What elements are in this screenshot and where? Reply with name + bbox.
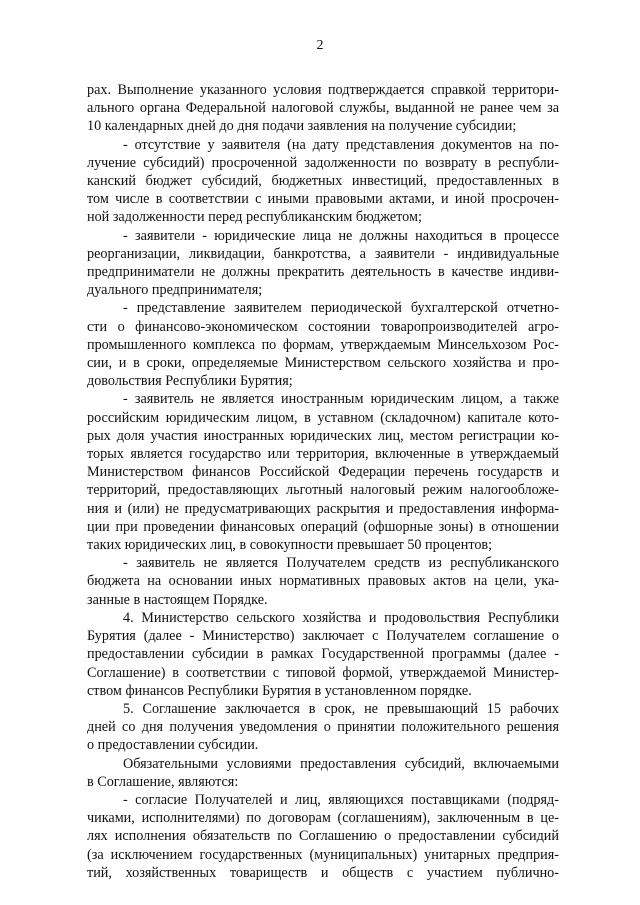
text-line: чиками, исполнителями) по договорам (соглашениям), заключенным в це- <box>87 810 559 827</box>
text-line: - отсутствие у заявителя (на дату представления документов на по- <box>123 136 559 153</box>
text-line: 4. Министерство сельского хозяйства и продовольствия Республики <box>123 609 559 626</box>
text-line: - согласие Получателей и лиц, являющихся поставщиками (подряд- <box>123 791 559 808</box>
text-line: Бурятия (далее - Министерство) заключает с Получателем соглашение о <box>87 628 559 645</box>
text-line: о предоставлении субсидии. <box>87 737 259 754</box>
page-number: 2 <box>316 38 324 53</box>
text-line: в Соглашение, являются: <box>87 773 239 790</box>
text-line: рых доля участия иностранных юридических лиц, местом регистрации ко- <box>87 427 559 444</box>
text-line: территорий, предоставляющих льготный налоговый режим налогообложе- <box>87 482 559 499</box>
text-line: бюджета на основании иных нормативных правовых актов на цели, ука- <box>87 573 559 590</box>
text-line: таких юридических лиц, в совокупности превышает 50 процентов; <box>87 537 493 554</box>
text-line: сти о финансово-экономическом состоянии товаропроизводителей агро- <box>87 318 559 335</box>
text-line: дуального предпринимателя; <box>87 282 263 299</box>
text-line: канский бюджет субсидий, бюджетных инвестиций, предоставленных в <box>87 173 559 190</box>
text-line: ния и (или) не предусматривающих раскрытия и предоставления информа- <box>87 500 559 517</box>
text-line: торых является государство или территория, включенные в утверждаемый <box>87 446 559 463</box>
text-line: том числе в соответствии с иными правовыми актами, и иной просрочен- <box>87 191 559 208</box>
text-line: предприниматели не должны прекратить деятельность в качестве индиви- <box>87 264 559 281</box>
text-line: лях исполнения обязательств по Соглашению о предоставлении субсидий <box>87 828 559 845</box>
text-line: промышленного комплекса по формам, утверждаемым Минсельхозом Рос- <box>87 336 559 353</box>
text-line: ального органа Федеральной налоговой службы, выданной не ранее чем за <box>87 100 559 117</box>
text-line: тий, хозяйственных товариществ и обществ с участием публично- <box>87 864 559 881</box>
text-line: сии, и в сроки, определяемые Министерством сельского хозяйства и про- <box>87 355 559 372</box>
text-line: Соглашение) в соответствии с типовой формой, утверждаемой Министер- <box>87 664 559 681</box>
document-body <box>87 81 559 882</box>
text-line: (за исключением государственных (муниципальных) унитарных предприя- <box>87 846 559 863</box>
text-line: - представление заявителем периодической бухгалтерской отчетно- <box>123 300 559 317</box>
text-line: дней со дня получения уведомления о принятии положительного решения <box>87 719 559 736</box>
text-line: реорганизации, ликвидации, банкротства, а заявители - индивидуальные <box>87 245 559 262</box>
text-line: довольствия Республики Бурятия; <box>87 373 293 390</box>
text-line: предоставлении субсидии в рамках Государственной программы (далее - <box>87 646 559 663</box>
text-line: лучение субсидий) просроченной задолженности по возврату в республи- <box>87 154 559 171</box>
text-line: - заявитель не является иностранным юридическим лицом, а также <box>123 391 559 408</box>
text-line: ной задолженности перед республиканским бюджетом; <box>87 209 422 226</box>
text-line: рах. Выполнение указанного условия подтверждается справкой территори- <box>87 82 559 98</box>
text-line: Министерством финансов Российской Федерации перечень государств и <box>87 464 559 481</box>
text-line: - заявитель не является Получателем средств из республиканского <box>123 555 559 572</box>
text-line: занные в настоящем Порядке. <box>87 591 268 608</box>
text-line: ством финансов Республики Бурятия в установленном порядке. <box>87 682 472 699</box>
text-line: Обязательными условиями предоставления субсидий, включаемыми <box>123 755 559 772</box>
text-line: российским юридическим лицом, в уставном (складочном) капитале кото- <box>87 409 559 426</box>
text-line: 5. Соглашение заключается в срок, не превышающий 15 рабочих <box>123 700 559 717</box>
text-line: 10 календарных дней до дня подачи заявления на получение субсидии; <box>87 118 517 135</box>
text-line: - заявители - юридические лица не должны находиться в процессе <box>123 227 559 244</box>
text-line: ции при проведении финансовых операций (офшорные зоны) в отношении <box>87 518 559 535</box>
